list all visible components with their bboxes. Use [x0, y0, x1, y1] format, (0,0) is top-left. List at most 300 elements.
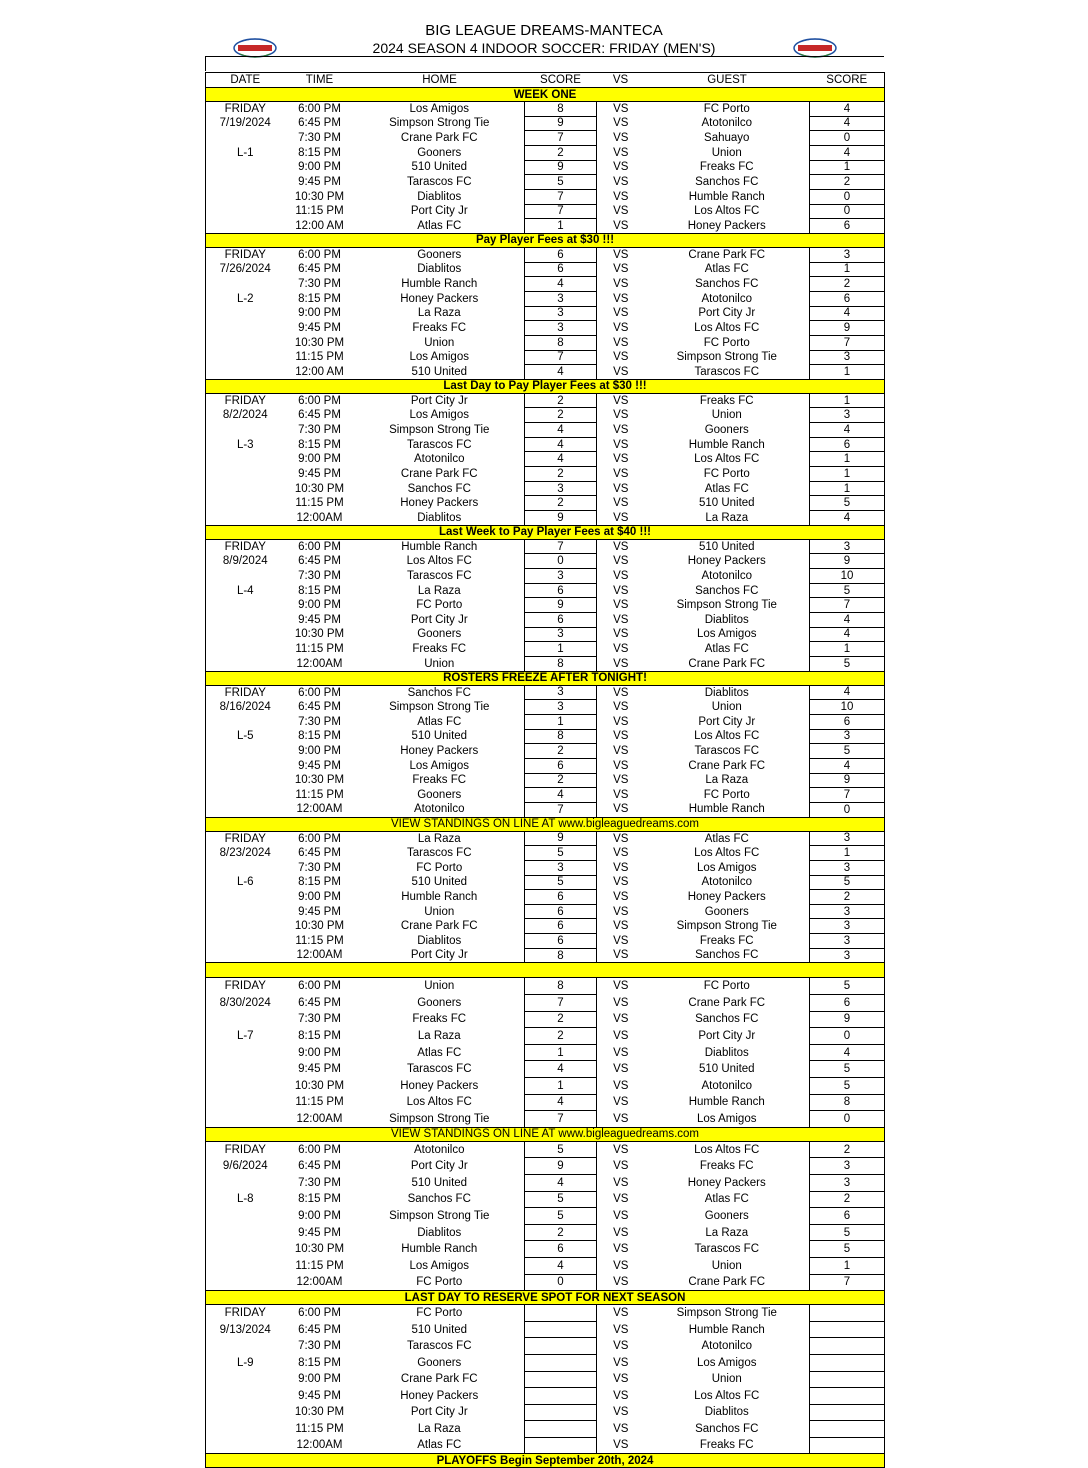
home-score: 1 — [525, 1078, 597, 1095]
vs-label: VS — [613, 1193, 629, 1206]
home-score: 3 — [525, 306, 597, 321]
date-cell — [206, 904, 285, 919]
page-subtitle: 2024 SEASON 4 INDOOR SOCCER: FRIDAY (MEN'S) — [372, 40, 716, 56]
date-cell — [206, 1437, 285, 1454]
game-row — [206, 714, 885, 729]
home-team: Union — [424, 980, 455, 993]
game-row — [206, 846, 885, 861]
date-cell — [206, 467, 285, 482]
notice-banner — [206, 817, 885, 831]
game-row — [206, 1338, 885, 1355]
game-time: 7:30 PM — [298, 715, 341, 728]
home-score: 8 — [525, 729, 597, 744]
home-team: Honey Packers — [400, 292, 479, 305]
home-team: Gooners — [417, 628, 462, 641]
home-team: Tarascos FC — [406, 438, 472, 451]
game-time: 9:45 PM — [298, 613, 341, 626]
home-score: 5 — [525, 175, 597, 190]
guest-team: Honey Packers — [687, 555, 766, 568]
guest-score — [810, 1388, 885, 1405]
guest-team: FC Porto — [703, 103, 750, 116]
notice-banner-text: WEEK ONE — [206, 88, 885, 102]
home-score: 9 — [525, 160, 597, 175]
home-team: Atotonilco — [413, 453, 465, 466]
game-time: 8:15 PM — [298, 1030, 341, 1043]
guest-score: 3 — [810, 539, 885, 554]
vs-label: VS — [613, 701, 629, 714]
vs-label: VS — [613, 847, 629, 860]
guest-team: Freaks FC — [699, 161, 754, 174]
game-time: 7:30 PM — [298, 132, 341, 145]
date-cell — [206, 860, 285, 875]
guest-team: Atotonilco — [701, 292, 752, 305]
guest-score: 5 — [810, 1241, 885, 1258]
home-team: Union — [424, 336, 455, 349]
day-label: FRIDAY — [206, 393, 285, 408]
date-cell — [206, 1404, 285, 1421]
guest-score: 3 — [810, 948, 885, 963]
column-header-date: DATE — [206, 73, 285, 88]
guest-team: Los Amigos — [697, 1356, 757, 1369]
guest-team: Crane Park FC — [688, 996, 766, 1009]
guest-team: Atotonilco — [701, 117, 752, 130]
guest-score: 1 — [810, 160, 885, 175]
home-score: 8 — [525, 335, 597, 350]
date-cell — [206, 1257, 285, 1274]
home-score — [525, 1404, 597, 1421]
guest-score — [810, 1338, 885, 1355]
guest-team: Simpson Strong Tie — [676, 920, 777, 933]
game-time: 11:15 PM — [295, 934, 344, 947]
home-team: Honey Packers — [400, 497, 479, 510]
date-cell — [206, 1338, 285, 1355]
home-team: Simpson Strong Tie — [389, 701, 490, 714]
vs-label: VS — [613, 322, 629, 335]
guest-score — [810, 1437, 885, 1454]
date-label: 8/30/2024 — [206, 995, 285, 1012]
guest-team: Atotonilco — [701, 569, 752, 582]
guest-score: 1 — [810, 481, 885, 496]
game-row — [206, 788, 885, 803]
date-cell — [206, 1388, 285, 1405]
vs-label: VS — [613, 1423, 629, 1436]
home-score: 9 — [525, 116, 597, 131]
game-row — [206, 1371, 885, 1388]
home-team: Atotonilco — [413, 1143, 465, 1156]
guest-team: Honey Packers — [687, 219, 766, 232]
vs-label: VS — [613, 132, 629, 145]
home-score: 6 — [525, 919, 597, 934]
game-row — [206, 1061, 885, 1078]
home-team: Honey Packers — [400, 1389, 479, 1402]
home-team: Simpson Strong Tie — [389, 423, 490, 436]
home-score: 4 — [525, 452, 597, 467]
game-row — [206, 758, 885, 773]
guest-team: FC Porto — [703, 467, 750, 480]
game-time: 6:00 PM — [298, 980, 341, 993]
game-time: 7:30 PM — [298, 423, 341, 436]
league-label: L-4 — [206, 583, 285, 598]
home-team: Crane Park FC — [400, 920, 478, 933]
home-score: 5 — [525, 846, 597, 861]
home-score: 4 — [525, 423, 597, 438]
guest-team: Simpson Strong Tie — [676, 351, 777, 364]
date-label: 8/16/2024 — [206, 700, 285, 715]
game-time: 6:00 PM — [298, 1307, 341, 1320]
guest-score: 7 — [810, 598, 885, 613]
game-time: 10:30 PM — [294, 628, 345, 641]
guest-team: Diablitos — [704, 1406, 749, 1419]
game-row — [206, 511, 885, 526]
vs-label: VS — [613, 467, 629, 480]
guest-score: 3 — [810, 934, 885, 949]
guest-team: Freaks FC — [699, 394, 754, 407]
day-label: FRIDAY — [206, 1141, 285, 1158]
guest-team: Sanchos FC — [695, 949, 759, 962]
vs-label: VS — [613, 1112, 629, 1125]
guest-score: 4 — [810, 306, 885, 321]
guest-score: 4 — [810, 627, 885, 642]
guest-score: 2 — [810, 175, 885, 190]
vs-label: VS — [613, 934, 629, 947]
guest-team: Gooners — [704, 905, 749, 918]
vs-label: VS — [613, 1143, 629, 1156]
game-time: 9:45 PM — [298, 1389, 341, 1402]
guest-score: 1 — [810, 262, 885, 277]
day-label: FRIDAY — [206, 978, 285, 995]
game-time: 8:15 PM — [298, 438, 341, 451]
guest-team: Crane Park FC — [688, 248, 766, 261]
game-time: 7:30 PM — [298, 861, 341, 874]
game-row — [206, 642, 885, 657]
game-row — [206, 1111, 885, 1128]
game-time: 6:00 PM — [298, 686, 341, 699]
home-score: 4 — [525, 1094, 597, 1111]
vs-label: VS — [613, 1226, 629, 1239]
guest-team: Port City Jr — [698, 1030, 756, 1043]
game-row — [206, 1437, 885, 1454]
vs-label: VS — [613, 686, 629, 699]
game-row — [206, 1094, 885, 1111]
home-score: 8 — [525, 948, 597, 963]
date-cell — [206, 1371, 285, 1388]
guest-team: Diablitos — [704, 686, 749, 699]
date-label: 9/13/2024 — [206, 1321, 285, 1338]
home-score: 7 — [525, 350, 597, 365]
date-cell — [206, 1044, 285, 1061]
vs-label: VS — [613, 1160, 629, 1173]
home-score — [525, 1338, 597, 1355]
game-time: 9:00 PM — [298, 161, 341, 174]
vs-label: VS — [613, 599, 629, 612]
guest-team: Los Altos FC — [694, 453, 760, 466]
home-team: Union — [424, 657, 455, 670]
date-cell — [206, 1011, 285, 1028]
game-time: 9:45 PM — [298, 322, 341, 335]
date-cell — [206, 365, 285, 380]
guest-score: 7 — [810, 788, 885, 803]
notice-banner — [206, 525, 885, 539]
notice-banner — [206, 88, 885, 102]
game-time: 6:45 PM — [298, 847, 341, 860]
game-time: 11:15 PM — [295, 351, 344, 364]
league-label: L-6 — [206, 875, 285, 890]
game-time: 7:30 PM — [298, 1176, 341, 1189]
date-cell — [206, 613, 285, 628]
home-score: 3 — [525, 291, 597, 306]
home-team: Los Amigos — [409, 759, 469, 772]
home-team: Simpson Strong Tie — [389, 1209, 490, 1222]
home-team: Tarascos FC — [406, 1063, 472, 1076]
guest-team: Port City Jr — [698, 715, 756, 728]
home-team: Sanchos FC — [407, 482, 471, 495]
home-score: 1 — [525, 1044, 597, 1061]
home-score: 5 — [525, 1208, 597, 1225]
home-score: 8 — [525, 656, 597, 671]
guest-team: Freaks FC — [699, 934, 754, 947]
game-time: 10:30 PM — [294, 1406, 345, 1419]
guest-team: Sahuayo — [704, 132, 750, 145]
home-team: Atlas FC — [417, 715, 462, 728]
guest-score: 4 — [810, 1044, 885, 1061]
game-row — [206, 452, 885, 467]
day-label: FRIDAY — [206, 1305, 285, 1322]
game-row — [206, 773, 885, 788]
game-row — [206, 335, 885, 350]
game-time: 10:30 PM — [294, 1243, 345, 1256]
game-row — [206, 102, 885, 117]
guest-score: 1 — [810, 365, 885, 380]
date-cell — [206, 773, 285, 788]
league-label: L-2 — [206, 291, 285, 306]
vs-label: VS — [613, 745, 629, 758]
home-team: Diablitos — [417, 1226, 462, 1239]
guest-score — [810, 1371, 885, 1388]
vs-label: VS — [613, 336, 629, 349]
game-time: 12:00AM — [296, 511, 343, 524]
home-team: 510 United — [411, 876, 468, 889]
guest-team: La Raza — [705, 1226, 749, 1239]
guest-score: 7 — [810, 1274, 885, 1291]
date-cell — [206, 131, 285, 146]
game-row — [206, 539, 885, 554]
date-cell — [206, 1224, 285, 1241]
game-row — [206, 890, 885, 905]
game-row — [206, 1421, 885, 1438]
game-row — [206, 291, 885, 306]
game-row — [206, 189, 885, 204]
game-row — [206, 393, 885, 408]
vs-label: VS — [613, 511, 629, 524]
game-row — [206, 919, 885, 934]
vs-label: VS — [613, 774, 629, 787]
guest-team: Crane Park FC — [688, 1276, 766, 1289]
guest-team: Atlas FC — [704, 482, 749, 495]
game-time: 11:15 PM — [295, 643, 344, 656]
game-row — [206, 1141, 885, 1158]
date-cell — [206, 452, 285, 467]
vs-label: VS — [613, 365, 629, 378]
home-team: Gooners — [417, 1356, 462, 1369]
vs-label: VS — [613, 715, 629, 728]
game-row — [206, 467, 885, 482]
guest-team: Atotonilco — [701, 876, 752, 889]
home-team: 510 United — [411, 1176, 468, 1189]
notice-banner — [206, 233, 885, 247]
game-time: 9:00 PM — [298, 1209, 341, 1222]
guest-score: 3 — [810, 1174, 885, 1191]
league-label: L-9 — [206, 1354, 285, 1371]
date-cell — [206, 569, 285, 584]
column-header-row — [206, 73, 885, 88]
game-time: 9:00 PM — [298, 890, 341, 903]
date-cell — [206, 1078, 285, 1095]
date-cell — [206, 1421, 285, 1438]
game-time: 9:00 PM — [298, 745, 341, 758]
date-label: 8/9/2024 — [206, 554, 285, 569]
home-score: 3 — [525, 481, 597, 496]
game-row — [206, 262, 885, 277]
game-row — [206, 1354, 885, 1371]
game-time: 6:45 PM — [298, 555, 341, 568]
vs-label: VS — [613, 730, 629, 743]
game-row — [206, 481, 885, 496]
game-row — [206, 496, 885, 511]
vs-label: VS — [613, 307, 629, 320]
game-time: 10:30 PM — [294, 920, 345, 933]
vs-label: VS — [613, 569, 629, 582]
guest-score: 4 — [810, 685, 885, 700]
home-score: 7 — [525, 1111, 597, 1128]
game-time: 6:45 PM — [298, 701, 341, 714]
game-time: 12:00AM — [296, 1276, 343, 1289]
guest-score: 3 — [810, 919, 885, 934]
guest-score: 1 — [810, 846, 885, 861]
home-team: 510 United — [411, 365, 468, 378]
game-time: 6:45 PM — [298, 996, 341, 1009]
vs-label: VS — [613, 920, 629, 933]
home-score — [525, 1354, 597, 1371]
date-cell — [206, 175, 285, 190]
date-cell — [206, 189, 285, 204]
home-team: Humble Ranch — [401, 278, 478, 291]
home-score: 7 — [525, 131, 597, 146]
column-header-time: TIME — [285, 73, 355, 88]
guest-score: 9 — [810, 1011, 885, 1028]
guest-team: Honey Packers — [687, 1176, 766, 1189]
vs-label: VS — [613, 861, 629, 874]
home-team: Crane Park FC — [400, 132, 478, 145]
game-time: 7:30 PM — [298, 278, 341, 291]
notice-banner-text: ROSTERS FREEZE AFTER TONIGHT! — [206, 671, 885, 685]
game-row — [206, 350, 885, 365]
vs-label: VS — [613, 584, 629, 597]
game-row — [206, 277, 885, 292]
guest-score: 10 — [810, 569, 885, 584]
header-rule — [205, 56, 884, 71]
home-score: 6 — [525, 262, 597, 277]
guest-score: 5 — [810, 583, 885, 598]
home-team: Gooners — [417, 789, 462, 802]
column-header-guest-score: SCORE — [810, 73, 885, 88]
home-score: 6 — [525, 613, 597, 628]
guest-score: 0 — [810, 131, 885, 146]
guest-score: 5 — [810, 1078, 885, 1095]
game-time: 7:30 PM — [298, 569, 341, 582]
date-label: 8/2/2024 — [206, 408, 285, 423]
home-team: Humble Ranch — [401, 890, 478, 903]
notice-banner-text: Pay Player Fees at $30 !!! — [206, 233, 885, 247]
date-cell — [206, 306, 285, 321]
notice-banner — [206, 671, 885, 685]
guest-score — [810, 1321, 885, 1338]
home-score: 3 — [525, 700, 597, 715]
guest-team: Los Amigos — [697, 628, 757, 641]
home-score: 3 — [525, 321, 597, 336]
game-row — [206, 1404, 885, 1421]
guest-team: Humble Ranch — [688, 190, 765, 203]
vs-label: VS — [613, 394, 629, 407]
home-score — [525, 1388, 597, 1405]
notice-banner — [206, 963, 885, 978]
notice-banner-text: Last Day to Pay Player Fees at $30 !!! — [206, 379, 885, 393]
home-score: 5 — [525, 1191, 597, 1208]
game-row — [206, 1158, 885, 1175]
home-score: 8 — [525, 102, 597, 117]
guest-team: Freaks FC — [699, 1439, 754, 1452]
guest-team: FC Porto — [703, 789, 750, 802]
home-score: 3 — [525, 627, 597, 642]
game-row — [206, 1011, 885, 1028]
home-team: 510 United — [411, 730, 468, 743]
home-team: Port City Jr — [410, 205, 468, 218]
home-score: 4 — [525, 788, 597, 803]
game-row — [206, 247, 885, 262]
guest-score: 3 — [810, 408, 885, 423]
guest-score: 5 — [810, 656, 885, 671]
game-time: 10:30 PM — [294, 1079, 345, 1092]
game-time: 10:30 PM — [294, 774, 345, 787]
home-team: Port City Jr — [410, 394, 468, 407]
date-cell — [206, 204, 285, 219]
date-cell — [206, 1111, 285, 1128]
vs-label: VS — [613, 1389, 629, 1402]
guest-score: 0 — [810, 189, 885, 204]
guest-score: 2 — [810, 277, 885, 292]
game-row — [206, 598, 885, 613]
home-score: 4 — [525, 437, 597, 452]
guest-score: 3 — [810, 350, 885, 365]
date-label: 7/19/2024 — [206, 116, 285, 131]
vs-label: VS — [613, 497, 629, 510]
notice-banner-text: LAST DAY TO RESERVE SPOT FOR NEXT SEASON — [206, 1291, 885, 1305]
vs-label: VS — [613, 1340, 629, 1353]
guest-team: Honey Packers — [687, 890, 766, 903]
game-row — [206, 875, 885, 890]
home-team: Sanchos FC — [407, 1193, 471, 1206]
guest-score: 2 — [810, 1141, 885, 1158]
game-row — [206, 1224, 885, 1241]
guest-team: Tarascos FC — [694, 1243, 760, 1256]
vs-label: VS — [613, 540, 629, 553]
home-score: 7 — [525, 802, 597, 817]
guest-score: 2 — [810, 1191, 885, 1208]
guest-team: Los Altos FC — [694, 847, 760, 860]
vs-label: VS — [613, 453, 629, 466]
home-team: Diablitos — [417, 263, 462, 276]
guest-team: Sanchos FC — [695, 1013, 759, 1026]
date-cell — [206, 890, 285, 905]
